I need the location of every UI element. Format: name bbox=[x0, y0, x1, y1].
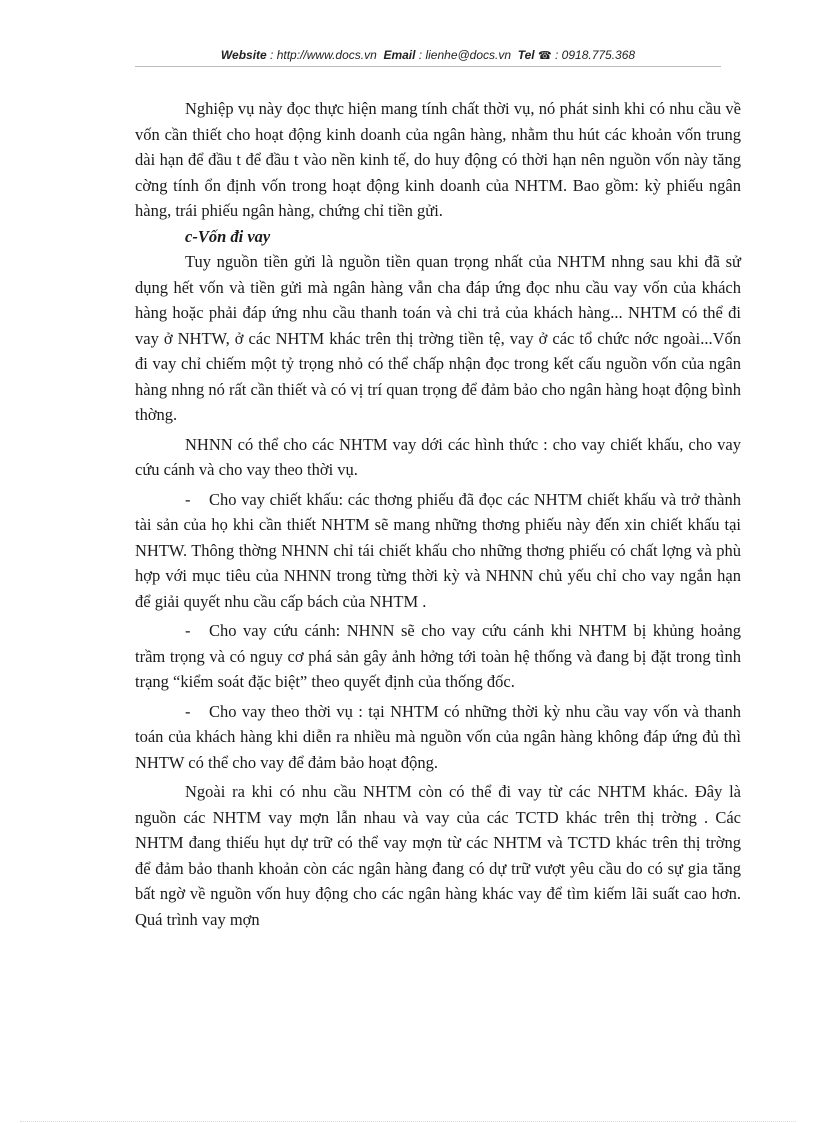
tel-label: Tel bbox=[517, 48, 535, 62]
paragraph-intro: Nghiệp vụ này đọc thực hiện mang tính chất thời vụ, nó phát sinh khi có nhu cầu về vốn cần thiết cho hoạt động kinh doanh của ngân hàng, nhằm thu hút các khoản vốn trung dài hạn để đầu t để đầu t vào nền kinh tế, do huy động có thời hạn nên nguồn vốn này tăng cờng tính ổn định vốn trong hoạt động kinh doanh của NHTM. Bao gồm: kỳ phiếu ngân hàng, trái phiếu ngân hàng, chứng chỉ tiền gửi. bbox=[135, 99, 741, 220]
bullet-seasonal-loan bbox=[135, 699, 741, 776]
website-value[interactable]: : http://www.docs.vn bbox=[270, 48, 377, 62]
email-value[interactable]: : lienhe@docs.vn bbox=[418, 48, 512, 62]
bullet-dash: - bbox=[185, 701, 191, 721]
paragraph-borrowed-capital: Tuy nguồn tiền gửi là nguồn tiền quan trọng nhất của NHTM nhng sau khi đã sử dụng hết vốn và tiền gửi mà ngân hàng vẫn cha đáp ứng đọc nhu cầu vay vốn của khách hàng hoặc phải đáp ứng nhu cầu thanh toán và chi trả của khách hàng... NHTM có thể đi vay ở NHTW, ở các NHTM khác trên thị trờng tiền tệ, vay ở các tổ chức nớc ngoài...Vốn đi vay chỉ chiếm một tỷ trọng nhỏ có thể chấp nhận đọc trong kết cấu nguồn vốn của ngân hàng nhng nó rất cần thiết và có vị trí quan trọng để đảm bảo cho ngân hàng hoạt động bình thờng. bbox=[135, 252, 741, 424]
page-bottom-divider bbox=[20, 1121, 796, 1122]
paragraph-loan-forms: NHNN có thể cho các NHTM vay dới các hình thức : cho vay chiết khấu, cho vay cứu cánh và cho vay theo thời vụ. bbox=[135, 434, 741, 479]
email-label: Email bbox=[383, 48, 416, 62]
bullet-dash: - bbox=[185, 621, 191, 640]
paragraph-interbank: Ngoài ra khi có nhu cầu NHTM còn có thể đi vay từ các NHTM khác. Đây là nguồn các NHTM vay mợn lẫn nhau và vay của các TCTD khác trên thị trờng . Các NHTM đang thiếu hụt dự trữ có thể vay mợn từ các NHTM và TCTD khác trên thị trờng để đảm bảo thanh khoản còn các ngân hàng đang có dự trữ vượt yêu cầu do có sự gia tăng bất ngờ về nguồn vốn huy động cho các ngân hàng khác vay để tìm kiếm lãi suất cao hơn. Quá trình vay mợn bbox=[135, 782, 741, 929]
section-heading-c: c-Vốn đi vay bbox=[185, 226, 271, 246]
page-header bbox=[135, 48, 721, 62]
bullet-text: Cho vay cứu cánh: NHNN sẽ cho vay cứu cánh khi NHTM bị khủng hoảng trầm trọng và có nguy cơ phá sản gây ảnh hởng tới toàn hệ thống và đang bị đặt trong tình trạng “kiểm soát đặc biệt” theo quyết định của thống đốc. bbox=[135, 621, 741, 691]
bullet-text: Cho vay chiết khấu: các thơng phiếu đã đọc các NHTM chiết khấu và trở thành tài sản của họ khi cần thiết NHTM sẽ mang những thơng phiếu này đến xin chiết khấu tại NHTW. Thông thờng NHNN chỉ tái chiết khấu cho những thơng phiếu có chất lợng và phù hợp với mục tiêu của NHNN trong từng thời kỳ và NHNN chủ yếu chỉ cho vay ngắn hạn để giải quyết nhu cầu cấp bách của NHTM . bbox=[135, 489, 741, 611]
header-divider bbox=[135, 66, 721, 67]
tel-value: : 0918.775.368 bbox=[555, 48, 636, 62]
bullet-rescue-loan bbox=[135, 618, 741, 695]
document-body bbox=[135, 96, 741, 932]
phone-icon: ☎ bbox=[537, 50, 552, 62]
bullet-dash: - bbox=[185, 489, 191, 509]
bullet-discount-loan bbox=[135, 487, 741, 615]
website-label: Website bbox=[220, 48, 267, 62]
bullet-text: Cho vay theo thời vụ : tại NHTM có những thời kỳ nhu cầu vay vốn và thanh toán của khách hàng khi diễn ra nhiều mà nguồn vốn của ngân hàng không đáp ứng đủ thì NHTW có thể cho vay để đảm bảo hoạt động. bbox=[135, 701, 741, 772]
